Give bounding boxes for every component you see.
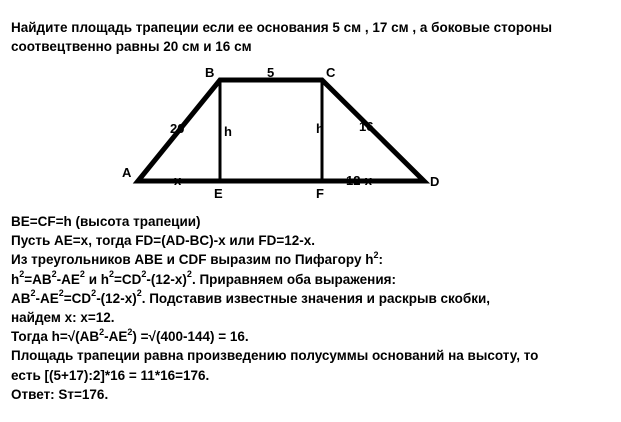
label-cf-height: h	[316, 121, 324, 136]
problem-statement	[11, 18, 611, 56]
solution-line-10: Ответ: Sт=176.	[11, 386, 109, 402]
label-be-height: h	[224, 124, 232, 139]
vertex-e-label: E	[214, 186, 223, 201]
solution-line-8: Площадь трапеции равна произведению полусуммы оснований на высоту, то	[11, 348, 539, 364]
solution-line-9: есть [(5+17):2]*16 = 11*16=176.	[11, 367, 210, 383]
solution-line-1: BE=CF=h (высота трапеции)	[11, 214, 201, 229]
solution-line-4: $h^2=AB^2-AE^2$ и $h^2=CD^2-(12-x)^2$. Приравняем оба выражения:	[11, 269, 396, 287]
problem-line-1: Найдите площадь трапеции если ее основания 5 см , 17 см , а боковые стороны	[11, 20, 553, 35]
vertex-b-label: B	[205, 65, 215, 80]
vertex-f-label: F	[316, 186, 324, 201]
problem-line-2: соотвецтвенно равны 20 см и 16 см	[11, 39, 252, 54]
vertex-c-label: C	[326, 65, 336, 80]
label-bc: 5	[267, 65, 275, 80]
label-ab: 20	[170, 121, 185, 136]
solution-line-5: $AB^2-AE^2=CD^2-(12-x)^2$. Подставив известные значения и раскрыв скобки,	[11, 288, 491, 306]
vertex-a-label: A	[122, 165, 132, 180]
solution-line-3: Из треугольников ABE и CDF выразим по Пифагору $h^2$:	[11, 249, 383, 268]
label-ae: x	[174, 173, 182, 188]
label-fd: 12-x	[346, 173, 373, 188]
label-cd: 16	[359, 119, 374, 134]
solution-text	[11, 212, 611, 404]
solution-line-6: найдем х: х=12.	[11, 310, 115, 326]
solution-line-7: Тогда $h=√(AB^2-AE^2) =√(400-144) = 16$.	[11, 326, 249, 345]
trapezoid-diagram	[0, 60, 621, 210]
solution-line-2: Пусть AE=x, тогда FD=(AD-BC)-x или FD=12-x.	[11, 233, 316, 249]
vertex-d-label: D	[430, 174, 440, 189]
